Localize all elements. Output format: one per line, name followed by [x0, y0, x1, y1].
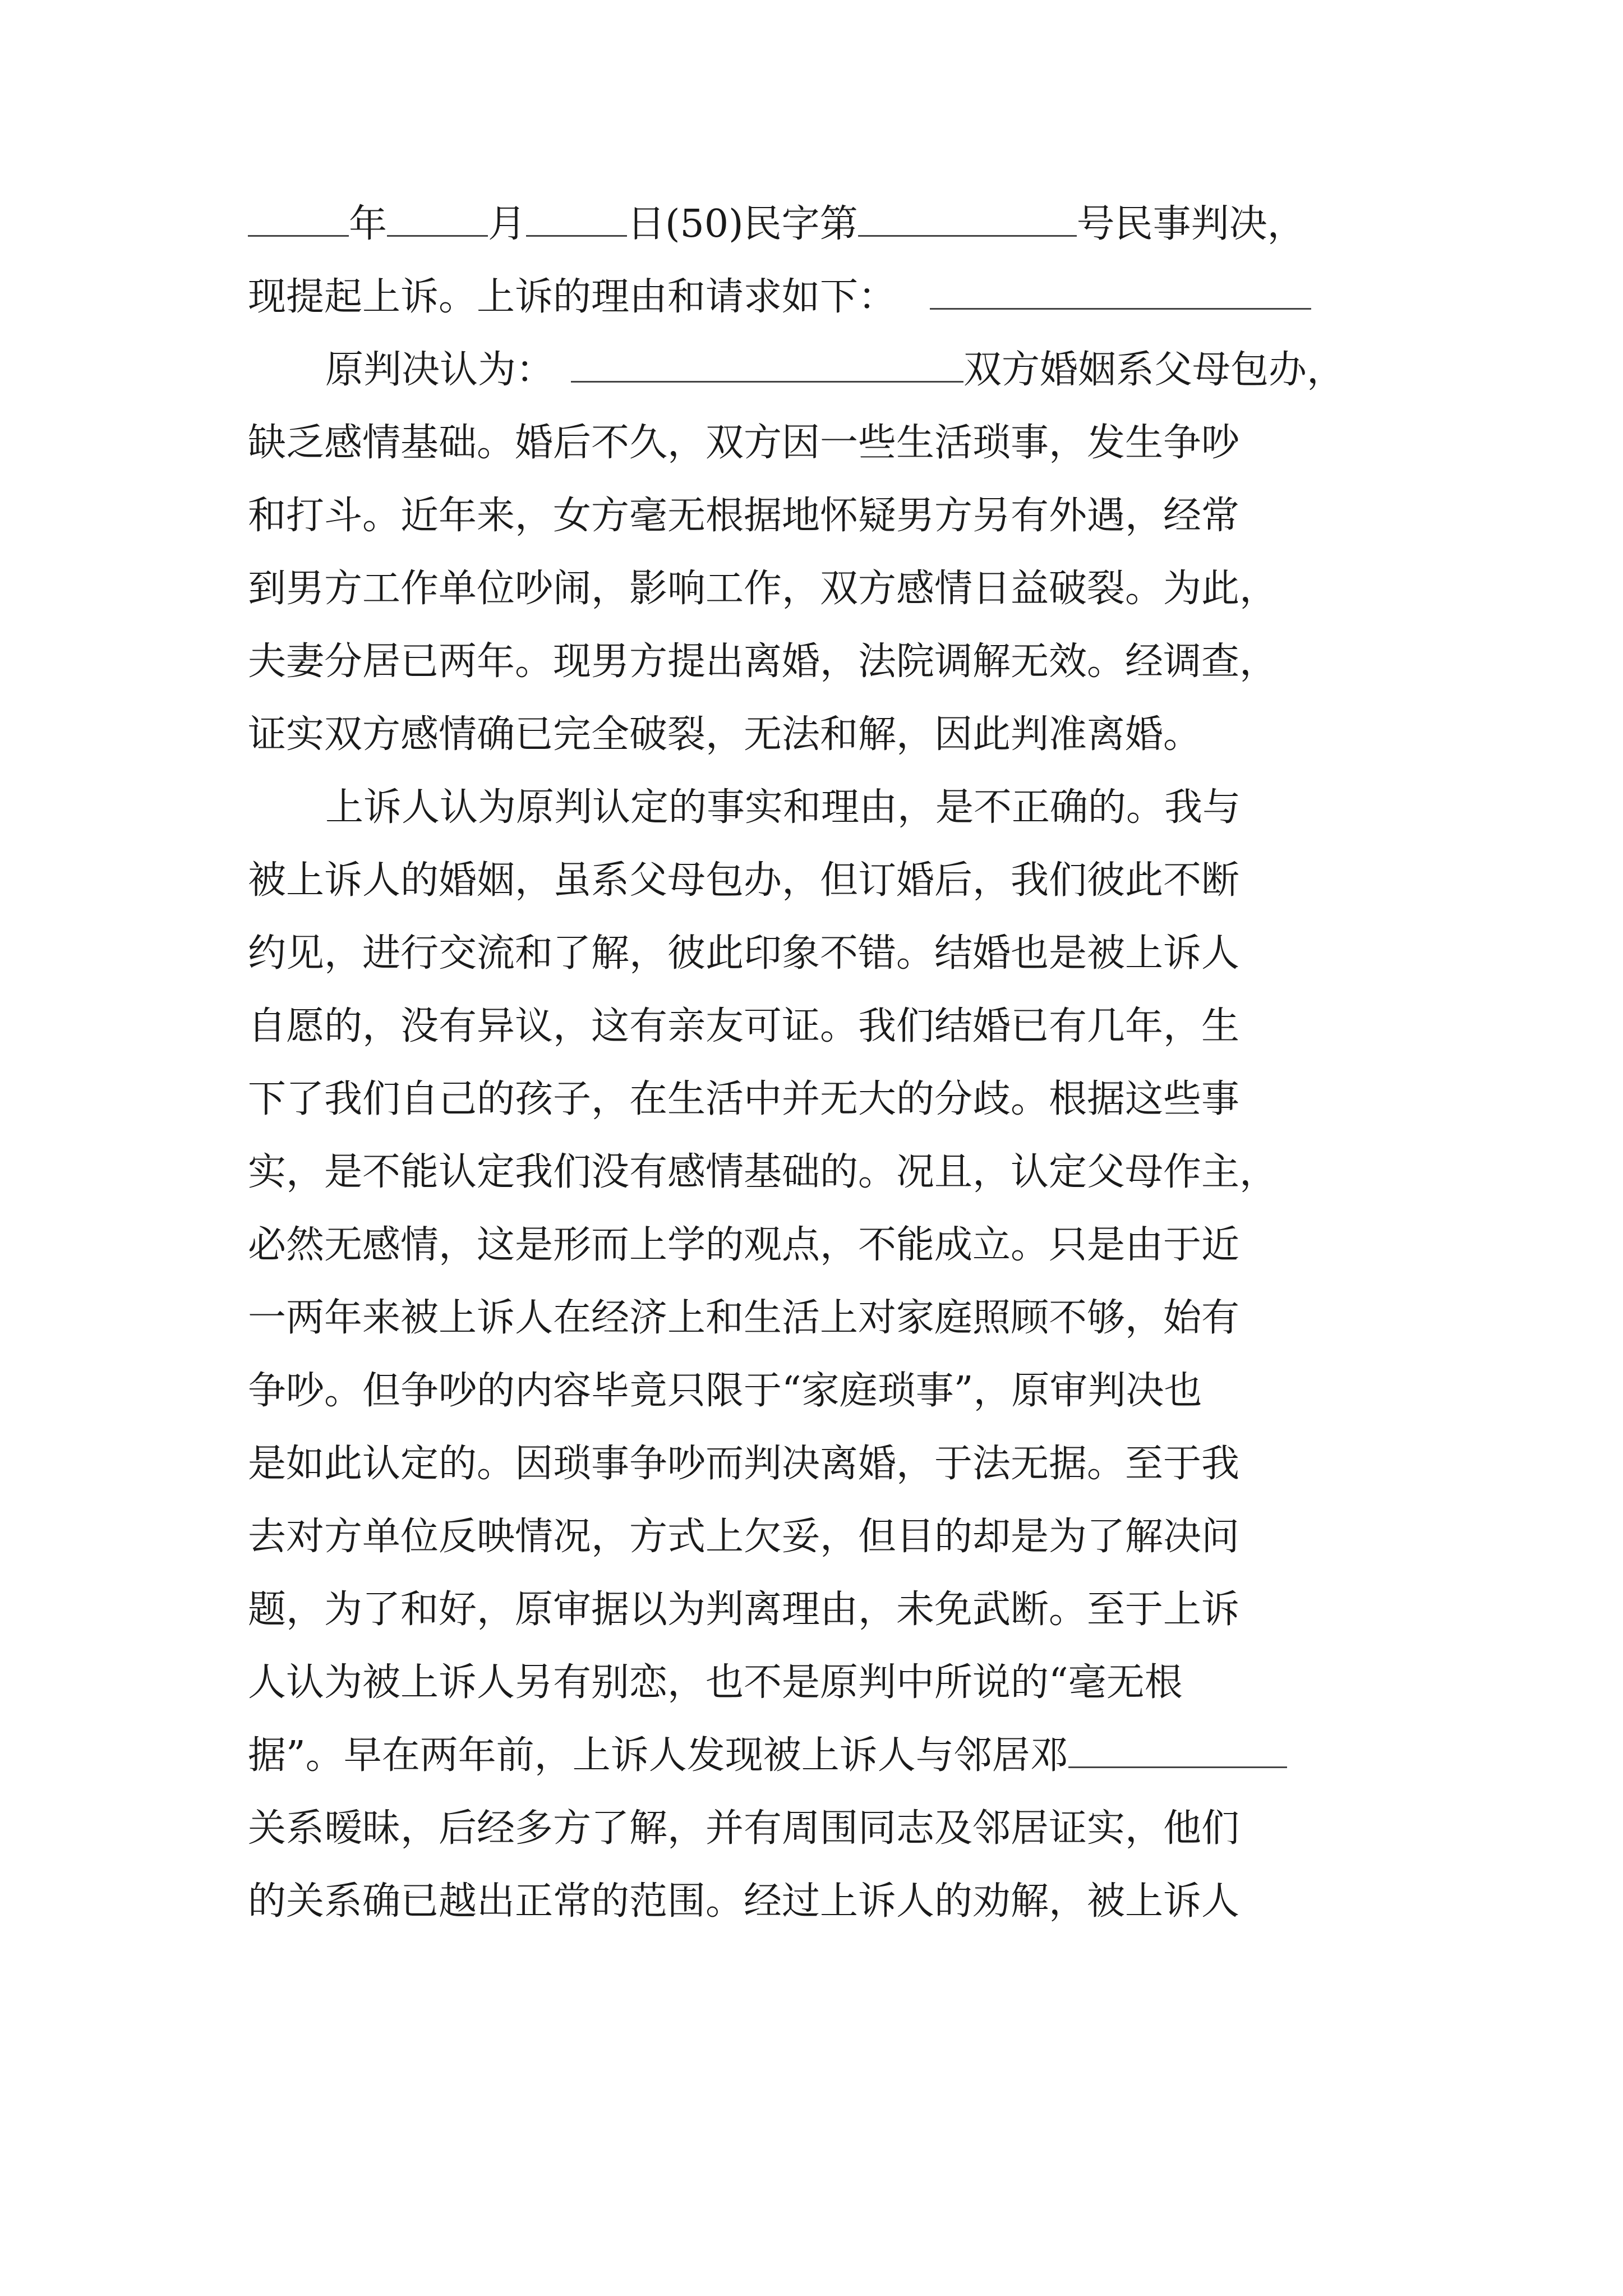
text-segment: 关系暧昧，后经多方了解，并有周围同志及邻居证实，他们 — [248, 1806, 1240, 1851]
text-line — [248, 1369, 1202, 1414]
text-line — [248, 1879, 1239, 1924]
text-line — [248, 1296, 1239, 1341]
text-segment: 自愿的，没有异议，这有亲友可证。我们结婚已有几年，生 — [248, 1004, 1240, 1048]
text-segment: 号民事判决， — [1076, 202, 1306, 246]
text-segment: 年 — [349, 202, 388, 246]
text-segment: 一两年来被上诉人在经济上和生活上对家庭照顾不够，始有 — [248, 1296, 1240, 1340]
text-line — [248, 1150, 1278, 1195]
text-segment: 现提起上诉。上诉的理由和请求如下： — [248, 275, 897, 319]
text-segment: 缺乏感情基础。婚后不久，双方因一些生活琐事，发生争吵 — [248, 421, 1240, 465]
text-line — [248, 712, 1201, 757]
text-segment: 被上诉人的婚姻，虽系父母包办，但订婚后，我们彼此不断 — [248, 858, 1240, 903]
text-segment: 夫妻分居已两年。现男方提出离婚，法院调解无效。经调查， — [248, 639, 1278, 684]
text-segment: 日(50)民字第 — [627, 202, 858, 246]
blank-field — [858, 233, 1077, 237]
text-segment: 和打斗。近年来，女方毫无根据地怀疑男方另有外遇，经常 — [248, 494, 1240, 538]
text-line — [248, 639, 1278, 684]
text-segment: 去对方单位反映情况，方式上欠妥，但目的却是为了解决问 — [248, 1515, 1240, 1559]
text-line — [248, 202, 1306, 247]
blank-field — [571, 379, 963, 383]
text-segment: 人认为被上诉人另有别恋，也不是原判中所说的“毫无根 — [248, 1660, 1183, 1705]
text-segment: 题，为了和好，原审据以为判离理由，未免武断。至于上诉 — [248, 1588, 1240, 1632]
text-segment: 必然无感情，这是形而上学的观点，不能成立。只是由于近 — [248, 1223, 1240, 1267]
blank-field — [930, 306, 1311, 310]
text-segment: 据”。早在两年前，上诉人发现被上诉人与邻居邓 — [248, 1733, 1068, 1778]
text-segment: 的关系确已越出正常的范围。经过上诉人的劝解，被上诉人 — [248, 1879, 1240, 1924]
blank-field — [1068, 1764, 1287, 1768]
text-line — [248, 1515, 1239, 1559]
text-line — [325, 785, 1241, 830]
text-segment: 上诉人认为原判认定的事实和理由，是不正确的。我与 — [325, 785, 1241, 830]
text-segment: 约见，进行交流和了解，彼此印象不错。结婚也是被上诉人 — [248, 931, 1240, 976]
text-segment: 实，是不能认定我们没有感情基础的。况且，认定父母作主， — [248, 1150, 1278, 1194]
text-line — [248, 1806, 1239, 1851]
text-line — [248, 1004, 1239, 1049]
blank-field — [387, 233, 488, 237]
text-segment: 双方婚姻系父母包办， — [963, 348, 1345, 392]
text-segment: 证实双方感情确已完全破裂，无法和解，因此判准离婚。 — [248, 712, 1202, 757]
text-line — [325, 348, 1345, 393]
text-line — [248, 1660, 1183, 1705]
text-line — [248, 1077, 1239, 1122]
text-line — [248, 567, 1278, 611]
text-line — [248, 275, 1311, 320]
text-segment: 到男方工作单位吵闹，影响工作，双方感情日益破裂。为此， — [248, 567, 1278, 611]
text-line — [248, 1733, 1287, 1778]
blank-field — [248, 233, 349, 237]
text-line — [248, 421, 1239, 466]
text-line — [248, 494, 1239, 539]
blank-field — [526, 233, 627, 237]
text-line — [248, 1223, 1239, 1268]
text-segment: 争吵。但争吵的内容毕竟只限于“家庭琐事”，原审判决也 — [248, 1369, 1202, 1413]
text-segment: 月 — [488, 202, 527, 246]
text-line — [248, 1588, 1239, 1632]
text-line — [248, 1442, 1239, 1487]
text-line — [248, 931, 1239, 976]
text-segment: 是如此认定的。因琐事争吵而判决离婚，于法无据。至于我 — [248, 1442, 1240, 1486]
text-line — [248, 858, 1239, 903]
text-segment: 下了我们自己的孩子，在生活中并无大的分歧。根据这些事 — [248, 1077, 1240, 1121]
text-segment: 原判决认为： — [325, 348, 555, 392]
